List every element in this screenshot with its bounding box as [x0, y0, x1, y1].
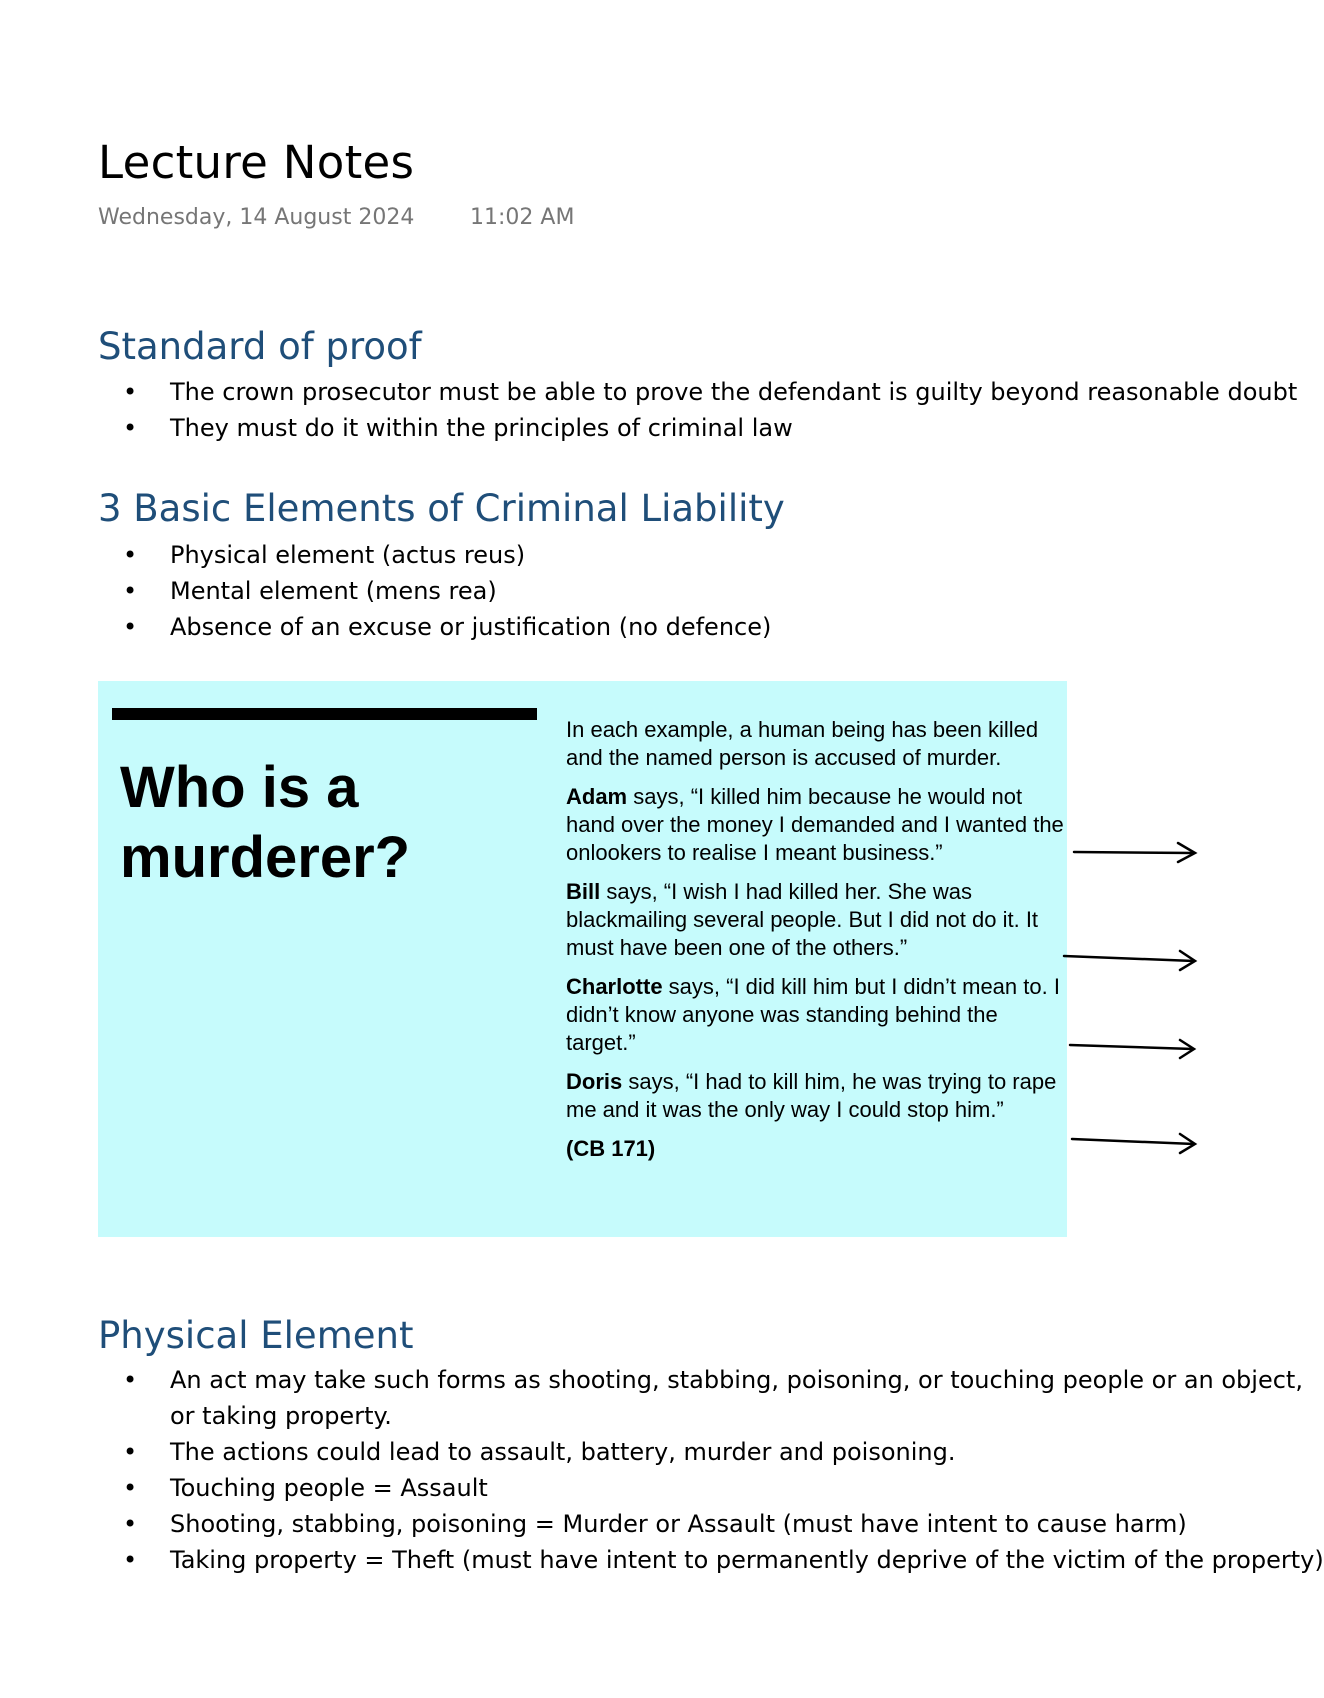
case-statement: says, “I wish I had killed her. She was blackmailing several people. But I did not do it. It must have been one of the others.” [566, 879, 1039, 960]
page-date: Wednesday, 14 August 2024 [98, 205, 415, 230]
case-name: Bill [566, 879, 601, 904]
list-item: • Absence of an excuse or justification (no defence) [0, 609, 1200, 645]
figure-title-line: murderer? [120, 825, 411, 890]
page-time: 11:02 AM [470, 205, 575, 230]
list-item: • Touching people = Assault [0, 1470, 1200, 1506]
list-item: • They must do it within the principles of criminal law [0, 410, 1200, 446]
case-statement: says, “I had to kill him, he was trying to rape me and it was the only way I could stop him.” [566, 1069, 1057, 1122]
heading-physical-element: Physical Element [98, 1314, 414, 1357]
figure-title-line: Who is a [120, 755, 359, 820]
case-name: Adam [566, 784, 628, 809]
case-statement: says, “I killed him because he would not hand over the money I demanded and I wanted the onlookers to realise I meant business.” [566, 784, 1064, 865]
arrow-icon [1070, 1040, 1194, 1058]
list-item: • Mental element (mens rea) [0, 573, 1200, 609]
list-item-line: • An act may take such forms as shooting, stabbing, poisoning, or touching people or an object, [170, 1366, 1303, 1394]
page-title: Lecture Notes [98, 136, 415, 189]
list-item: • The crown prosecutor must be able to prove the defendant is guilty beyond reasonable doubt [0, 374, 1200, 410]
list-item: • Physical element (actus reus) [0, 537, 1200, 573]
list-item [0, 1362, 1303, 1434]
list-item-line: or taking property. [170, 1402, 392, 1430]
case-name: Doris [566, 1069, 623, 1094]
case-name: Charlotte [566, 974, 663, 999]
case-statement: says, “I did kill him but I didn’t mean to. I didn’t know anyone was standing behind the target.” [566, 974, 1060, 1055]
arrow-icon [1064, 951, 1195, 970]
heading-standard-of-proof: Standard of proof [98, 325, 422, 368]
arrow-icon [1074, 843, 1195, 862]
list-item: • The actions could lead to assault, battery, murder and poisoning. [0, 1434, 1200, 1470]
source-label: (CB 171) [566, 1136, 656, 1161]
heading-basic-elements: 3 Basic Elements of Criminal Liability [98, 487, 785, 530]
figure-intro: In each example, a human being has been killed and the named person is accused of murder. [566, 717, 1039, 770]
list-item: • Taking property = Theft (must have intent to permanently deprive of the victim of the property) [0, 1542, 1200, 1578]
arrow-icon [1072, 1134, 1195, 1153]
physical-element-list [0, 1362, 1324, 1578]
list-item: • Shooting, stabbing, poisoning = Murder or Assault (must have intent to cause harm) [0, 1506, 1200, 1542]
